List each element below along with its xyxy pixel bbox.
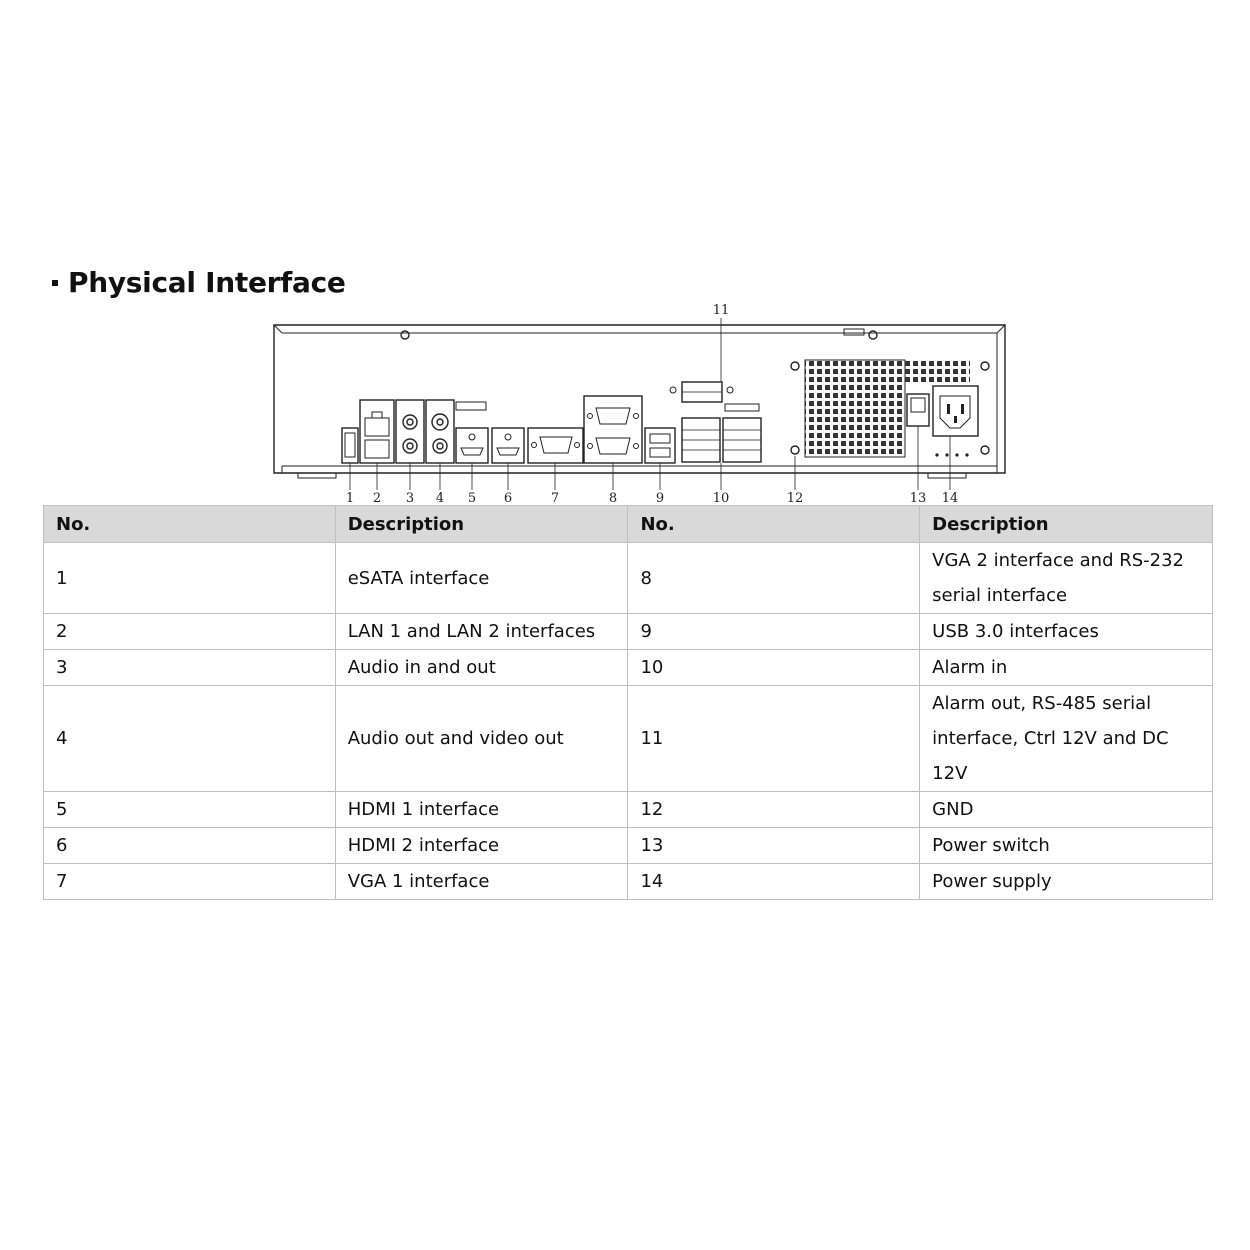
callout-number: 1 (345, 491, 355, 505)
callout-number: 7 (550, 491, 560, 505)
callout-number: 5 (467, 491, 477, 505)
screw-icon (401, 331, 409, 339)
vga-1-port (528, 428, 583, 463)
lan-ports (360, 400, 394, 463)
table-cell-no: 6 (44, 828, 336, 864)
callout-number: 4 (435, 491, 445, 505)
table-cell-description: Power switch (920, 828, 1213, 864)
table-cell-description: eSATA interface (335, 543, 628, 614)
vga-2-rs232-ports (584, 396, 642, 463)
hdmi-1-port (456, 428, 488, 463)
power-supply-socket (933, 386, 978, 436)
alarm-out-rs485-terminal (670, 382, 733, 402)
table-cell-no: 12 (628, 792, 920, 828)
esata-port (342, 428, 358, 463)
table-row (44, 686, 1213, 792)
table-row (44, 792, 1213, 828)
table-header-row (44, 506, 1213, 543)
audio-ports (396, 400, 424, 463)
table-row (44, 614, 1213, 650)
table-cell-description: Alarm in (920, 650, 1213, 686)
callout-number: 11 (712, 303, 730, 318)
screw-icon (869, 331, 877, 339)
table-cell-no: 10 (628, 650, 920, 686)
interface-table (43, 505, 1213, 900)
table-row (44, 864, 1213, 900)
usb-ports (645, 428, 675, 463)
table-cell-no: 1 (44, 543, 336, 614)
table-cell-description: VGA 1 interface (335, 864, 628, 900)
table-cell-description: VGA 2 interface and RS-232 serial interface (920, 543, 1213, 614)
table-cell-no: 14 (628, 864, 920, 900)
callout-number: 14 (941, 491, 959, 505)
table-cell-description: GND (920, 792, 1213, 828)
column-header: No. (44, 506, 336, 543)
table-cell-no: 5 (44, 792, 336, 828)
callout-number: 3 (405, 491, 415, 505)
table-cell-description: HDMI 1 interface (335, 792, 628, 828)
table-cell-description: Audio out and video out (335, 686, 628, 792)
page-title: Physical Interface (68, 265, 346, 299)
table-cell-no: 9 (628, 614, 920, 650)
table-cell-description: Audio in and out (335, 650, 628, 686)
table-row (44, 543, 1213, 614)
device-rear-panel-diagram (0, 0, 1250, 505)
gnd-icon (791, 446, 799, 454)
hdmi-2-port (492, 428, 524, 463)
callout-number: 8 (608, 491, 618, 505)
callout-number: 6 (503, 491, 513, 505)
table-cell-description: Alarm out, RS-485 serial interface, Ctrl 12V and DC 12V (920, 686, 1213, 792)
table-cell-no: 3 (44, 650, 336, 686)
column-header: No. (628, 506, 920, 543)
table-row (44, 650, 1213, 686)
table-cell-no: 7 (44, 864, 336, 900)
callout-number: 12 (786, 491, 804, 505)
callout-number: 2 (372, 491, 382, 505)
alarm-in-terminals (682, 404, 761, 462)
callout-number: 13 (909, 491, 927, 505)
table-cell-no: 4 (44, 686, 336, 792)
table-cell-no: 13 (628, 828, 920, 864)
table-cell-no: 8 (628, 543, 920, 614)
column-header: Description (920, 506, 1213, 543)
column-header: Description (335, 506, 628, 543)
table-row (44, 828, 1213, 864)
table-cell-description: LAN 1 and LAN 2 interfaces (335, 614, 628, 650)
table-cell-description: Power supply (920, 864, 1213, 900)
table-cell-description: HDMI 2 interface (335, 828, 628, 864)
table-cell-description: USB 3.0 interfaces (920, 614, 1213, 650)
table-cell-no: 11 (628, 686, 920, 792)
callout-number: 9 (655, 491, 665, 505)
audio-video-out-ports (426, 400, 454, 463)
callout-number: 10 (712, 491, 730, 505)
table-cell-no: 2 (44, 614, 336, 650)
